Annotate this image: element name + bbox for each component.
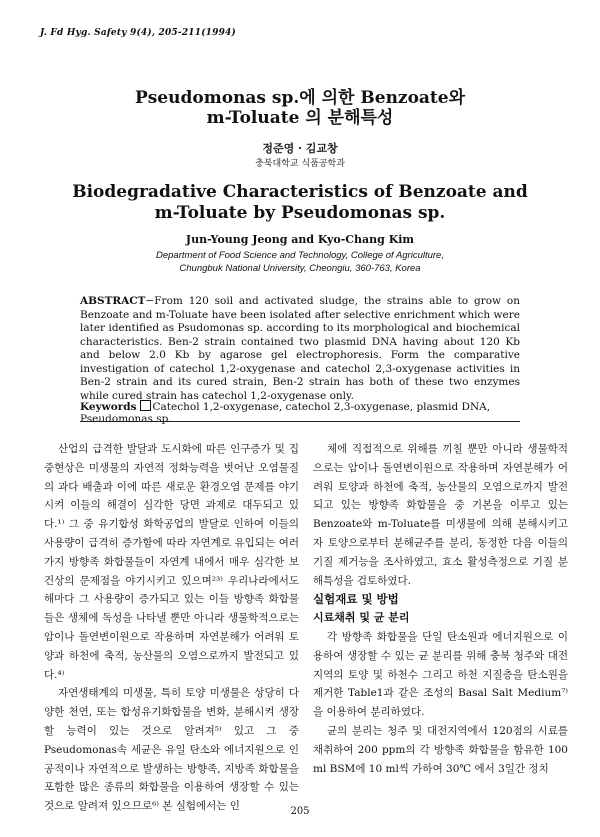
korean-authors: 정준영 · 김교창 bbox=[262, 142, 338, 155]
intro-paragraph-2: 자연생태계의 미생물, 특히 토양 미생물은 상당히 다양한 천연, 또는 합성유기화합물을 변화, 분해시켜 생장할 능력이 있는 것으로 알려져⁵⁾ 있고 그 중 Pseudomonas속 세균은 유일 탄소와 에너지원으로 인공적이나 자연적으로 발생하는 방향족, 지방족 화합물을 포함한 많은 종류의 화합물을 이용하여 생장할 수 있는 것으로 알려져 있으므로⁶⁾ 본 실험에서는 인 bbox=[44, 687, 299, 813]
abstract bbox=[80, 295, 520, 403]
korean-title bbox=[0, 88, 600, 128]
right-column bbox=[313, 440, 568, 778]
english-affiliation bbox=[0, 250, 600, 275]
keywords-label: Keywords bbox=[80, 401, 137, 413]
intro-paragraph-1: 산업의 급격한 발달과 도시화에 따른 인구증가 및 집중현상은 미생물의 자연적 정화능력을 벗어난 오염물질의 과다 배출과 이에 따른 새로운 환경오염 문제를 야기시켜 이들의 해결이 심각한 당면 과제로 대두되고 있다.¹⁾ 그 중 유기합성 화학공업의 발달로 인하여 이들의 사용량이 급격히 증가함에 따라 자연계로 유입되는 여러가지 방향족 화합물들이 자연계 내에서 매우 심각한 보건상의 문제점을 야기시키고 있으며²³⁾ 우리나라에서도 해마다 그 사용량이 증가되고 있는 이들 방향족 화합물들은 생체에 독성을 나타낼 뿐만 아니라 생물학적으로는 암이나 돌연변이원으로 작용하며 자연분해가 어려워 토양과 하천에 축적, 농산물의 오염으로까지 발전되고 있다.⁴⁾ bbox=[44, 443, 299, 681]
abstract-label: ABSTRACT bbox=[80, 295, 146, 307]
english-authors: Jun-Young Jeong and Kyo-Chang Kim bbox=[185, 233, 415, 246]
left-column bbox=[44, 440, 299, 816]
english-title bbox=[0, 182, 600, 224]
methods-paragraph-2: 균의 분리는 청주 및 대전지역에서 120점의 시료를 채취하여 200 ppm의 각 방향족 화합물을 함유한 100 ml BSM에 10 ml씩 가하여 30℃ 에서 3일간 정치 bbox=[313, 724, 568, 775]
subsection-heading-sampling: 시료채취 및 균 분리 bbox=[313, 611, 410, 625]
affiliation-line-1: Department of Food Science and Technology, College of Agriculture, bbox=[156, 250, 444, 261]
journal-citation: J. Fd Hyg. Safety 9(4), 205-211(1994) bbox=[40, 28, 236, 38]
english-title-line-2: m-Toluate by Pseudomonas sp. bbox=[154, 203, 446, 223]
abstract-text: −From 120 soil and activated sludge, the strains able to grow on Benzoate and m-Toluate have been isolated after selective enrichment which were later identified as Psudomonas sp. according to its morphological and biochemical characteristics. Ben-2 strain contained two plasmid DNA having about 120 Kb and below 2.0 Kb by agarose gel electrophoresis. Form the comparative investigation of catechol 1,2-oxygenase and catechol 2,3-oxygenase activities in Ben-2 strain and its cured strain, Ben-2 strain has both of these two enzymes while cured strain has catechol 1,2-oxygenase only. bbox=[80, 295, 520, 402]
page-number: 205 bbox=[290, 806, 310, 817]
korean-title-line-1: Pseudomonas sp.에 의한 Benzoate와 bbox=[134, 88, 466, 108]
korean-title-line-2: m-Toluate 의 분해특성 bbox=[206, 108, 394, 128]
korean-affiliation: 충북대학교 식품공학과 bbox=[255, 159, 345, 169]
divider-rule bbox=[80, 421, 520, 422]
section-heading-methods: 실험재료 및 방법 bbox=[313, 592, 399, 607]
keywords-text: Catechol 1,2-oxygenase, catechol 2,3-oxygenase, plasmid DNA, Pseudomonas sp. bbox=[80, 401, 491, 425]
english-title-line-1: Biodegradative Characteristics of Benzoate and bbox=[72, 182, 528, 202]
affiliation-line-2: Chungbuk National University, Cheongiu, 360-763, Korea bbox=[179, 262, 421, 274]
checkbox-square-icon bbox=[140, 400, 151, 411]
intro-paragraph-3: 체에 직접적으로 위해를 끼칠 뿐만 아니라 생물학적으로는 암이나 돌연변이원으로 작용하며 자연분해가 어려워 토양과 하천에 축적, 농산물의 오염으로까지 발전되고 있는 방향족 화합물을 중 기본을 이루고 있는 Benzoate와 m-Toluate를 미생물에 의해 분해시키고자 토양으로부터 분해균주를 분리, 동정한 다음 이들의 기질 제거능을 조사하였고, 효소 활성측정으로 기질 분해특성을 검토하였다. bbox=[313, 443, 568, 587]
methods-paragraph-1: 각 방향족 화합물을 단일 탄소원과 에너지원으로 이용하여 생장할 수 있는 균 분리를 위해 충북 청주와 대전지역의 토양 및 하천수 그리고 하천 지질층을 탄소원을 제거한 Table1과 같은 조성의 Basal Salt Medium⁷⁾을 이용하여 분리하였다. bbox=[313, 630, 568, 719]
